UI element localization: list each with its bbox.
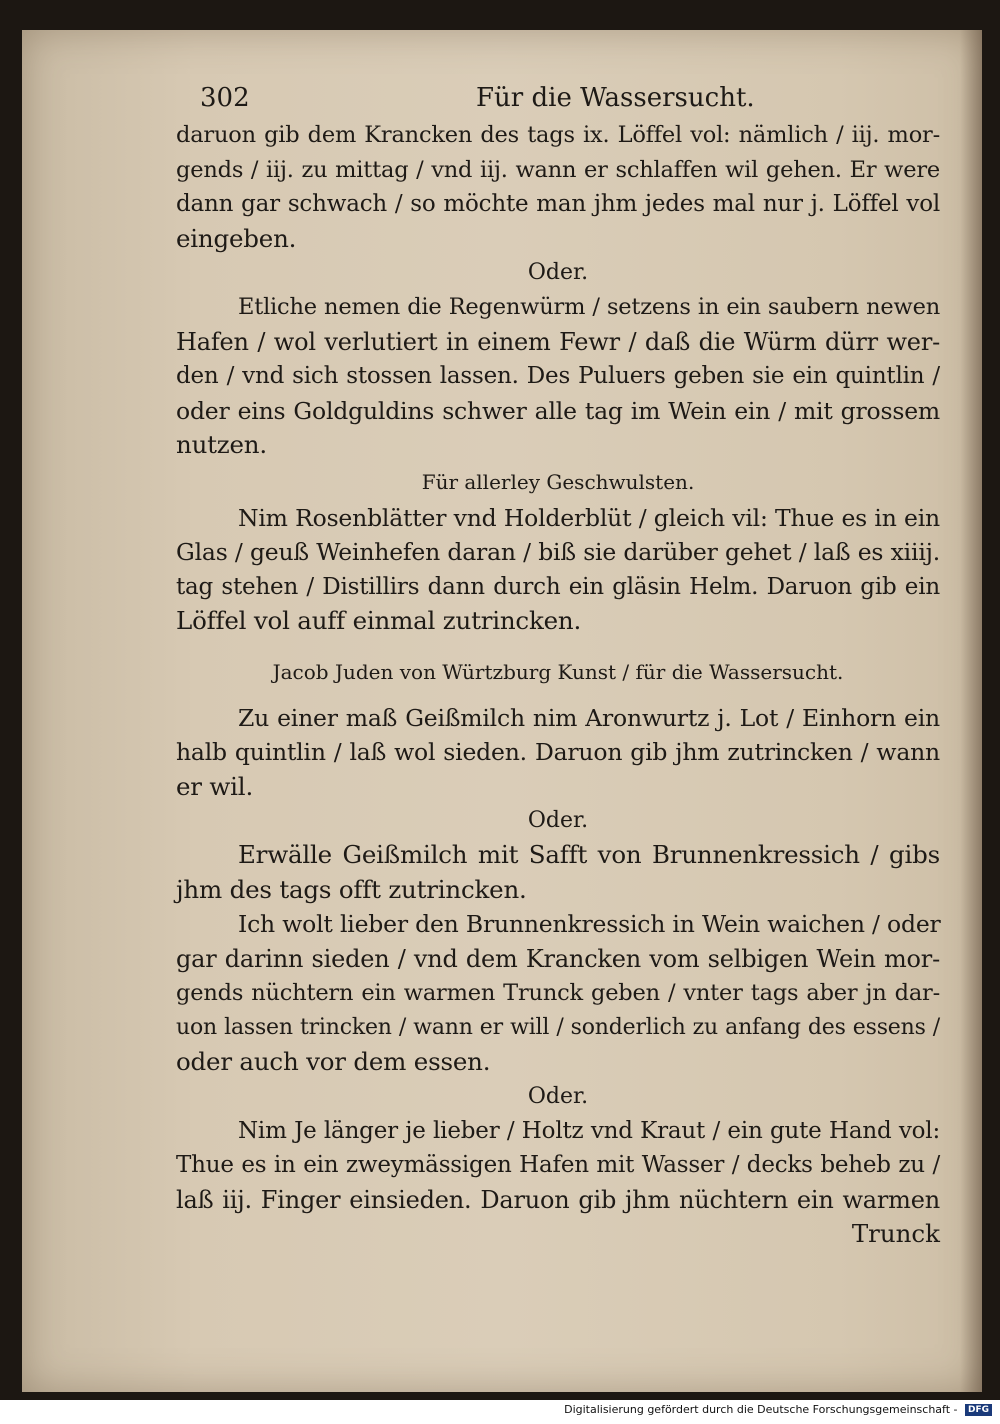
- paragraph-goat-milk: [176, 701, 940, 805]
- section-heading-oder: Oder.: [527, 808, 589, 833]
- paragraph-watercress-wine: [176, 907, 940, 1080]
- page-header: [176, 78, 940, 118]
- dfg-logo: DFG: [965, 1404, 992, 1416]
- text-line: Erwälle Geißmilch mit Safft von Brunnenkressich / gibs: [238, 840, 940, 869]
- paragraph-dosage: [176, 118, 940, 256]
- text-line: jhm des tags offt zutrincken.: [176, 874, 527, 904]
- text-line: uon lassen trincken / wann er will / sonderlich zu anfang des essens /: [176, 1014, 940, 1040]
- text-line: gends nüchtern ein warmen Trunck geben / vnter tags aber jn dar-: [176, 980, 940, 1006]
- paragraph-rose-petals: [176, 501, 940, 639]
- text-line: Thue es in ein zweymässigen Hafen mit Wasser / decks beheb zu /: [176, 1152, 940, 1178]
- text-line: halb quintlin / laß wol sieden. Daruon gib jhm zutrincken / wann: [176, 738, 940, 766]
- text-line: Zu einer maß Geißmilch nim Aronwurtz j. Lot / Einhorn ein: [238, 703, 940, 732]
- text-line: Löffel vol auff einmal zutrincken.: [176, 606, 582, 635]
- page-text: [176, 78, 940, 1251]
- text-line: er wil.: [176, 771, 254, 801]
- section-heading-jacob: Jacob Juden von Würtzburg Kunst / für die Wassersucht.: [272, 659, 844, 684]
- running-title: Für die Wassersucht.: [476, 83, 755, 113]
- catchword: Trunck: [851, 1219, 940, 1248]
- text-line: oder eins Goldguldins schwer alle tag im Wein ein / mit grossem: [176, 396, 940, 425]
- text-line: Hafen / wol verlutiert in einem Fewr / daß die Würm dürr wer-: [176, 327, 940, 356]
- page-number: 302: [200, 83, 250, 113]
- text-line: laß iij. Finger einsieden. Daruon gib jhm nüchtern ein warmen: [176, 1185, 940, 1214]
- text-line: nutzen.: [176, 430, 267, 459]
- text-line: Etliche nemen die Regenwürm / setzens in ein saubern newen: [238, 294, 940, 320]
- text-line: Glas / geuß Weinhefen daran / biß sie darüber gehet / laß es xiiij.: [176, 538, 940, 566]
- text-line: Nim Rosenblätter vnd Holderblüt / gleich vil: Thue es in ein: [238, 503, 940, 532]
- text-line: gar darinn sieden / vnd dem Krancken vom selbigen Wein mor-: [176, 944, 940, 973]
- text-line: gends / iij. zu mittag / vnd iij. wann er schlaffen wil gehen. Er were: [176, 156, 940, 183]
- text-line: eingeben.: [176, 223, 297, 253]
- paragraph-bittersweet: [176, 1114, 940, 1218]
- text-line: oder auch vor dem essen.: [176, 1047, 491, 1076]
- text-line: Nim Je länger je lieber / Holtz vnd Kraut / ein gute Hand vol:: [238, 1117, 940, 1144]
- paragraph-earthworms: [176, 290, 940, 463]
- section-heading-swellings: Für allerley Geschwulsten.: [421, 469, 695, 494]
- text-line: dann gar schwach / so möchte man jhm jedes mal nur j. Löffel vol: [176, 191, 940, 217]
- digitization-credit: [564, 1403, 992, 1416]
- section-heading-oder: Oder.: [527, 1083, 589, 1109]
- text-line: Ich wolt lieber den Brunnenkressich in Wein waichen / oder: [238, 910, 941, 938]
- text-line: den / vnd sich stossen lassen. Des Puluers geben sie ein quintlin /: [176, 363, 940, 389]
- credit-text: Digitalisierung gefördert durch die Deutsche Forschungsgemeinschaft -: [564, 1403, 958, 1416]
- paragraph-watercress-juice: [176, 838, 940, 907]
- text-line: daruon gib dem Krancken des tags ix. Löffel vol: nämlich / iij. mor-: [176, 122, 940, 148]
- text-line: tag stehen / Distillirs dann durch ein gläsin Helm. Daruon gib ein: [176, 573, 940, 600]
- section-heading-oder: Oder.: [527, 260, 589, 285]
